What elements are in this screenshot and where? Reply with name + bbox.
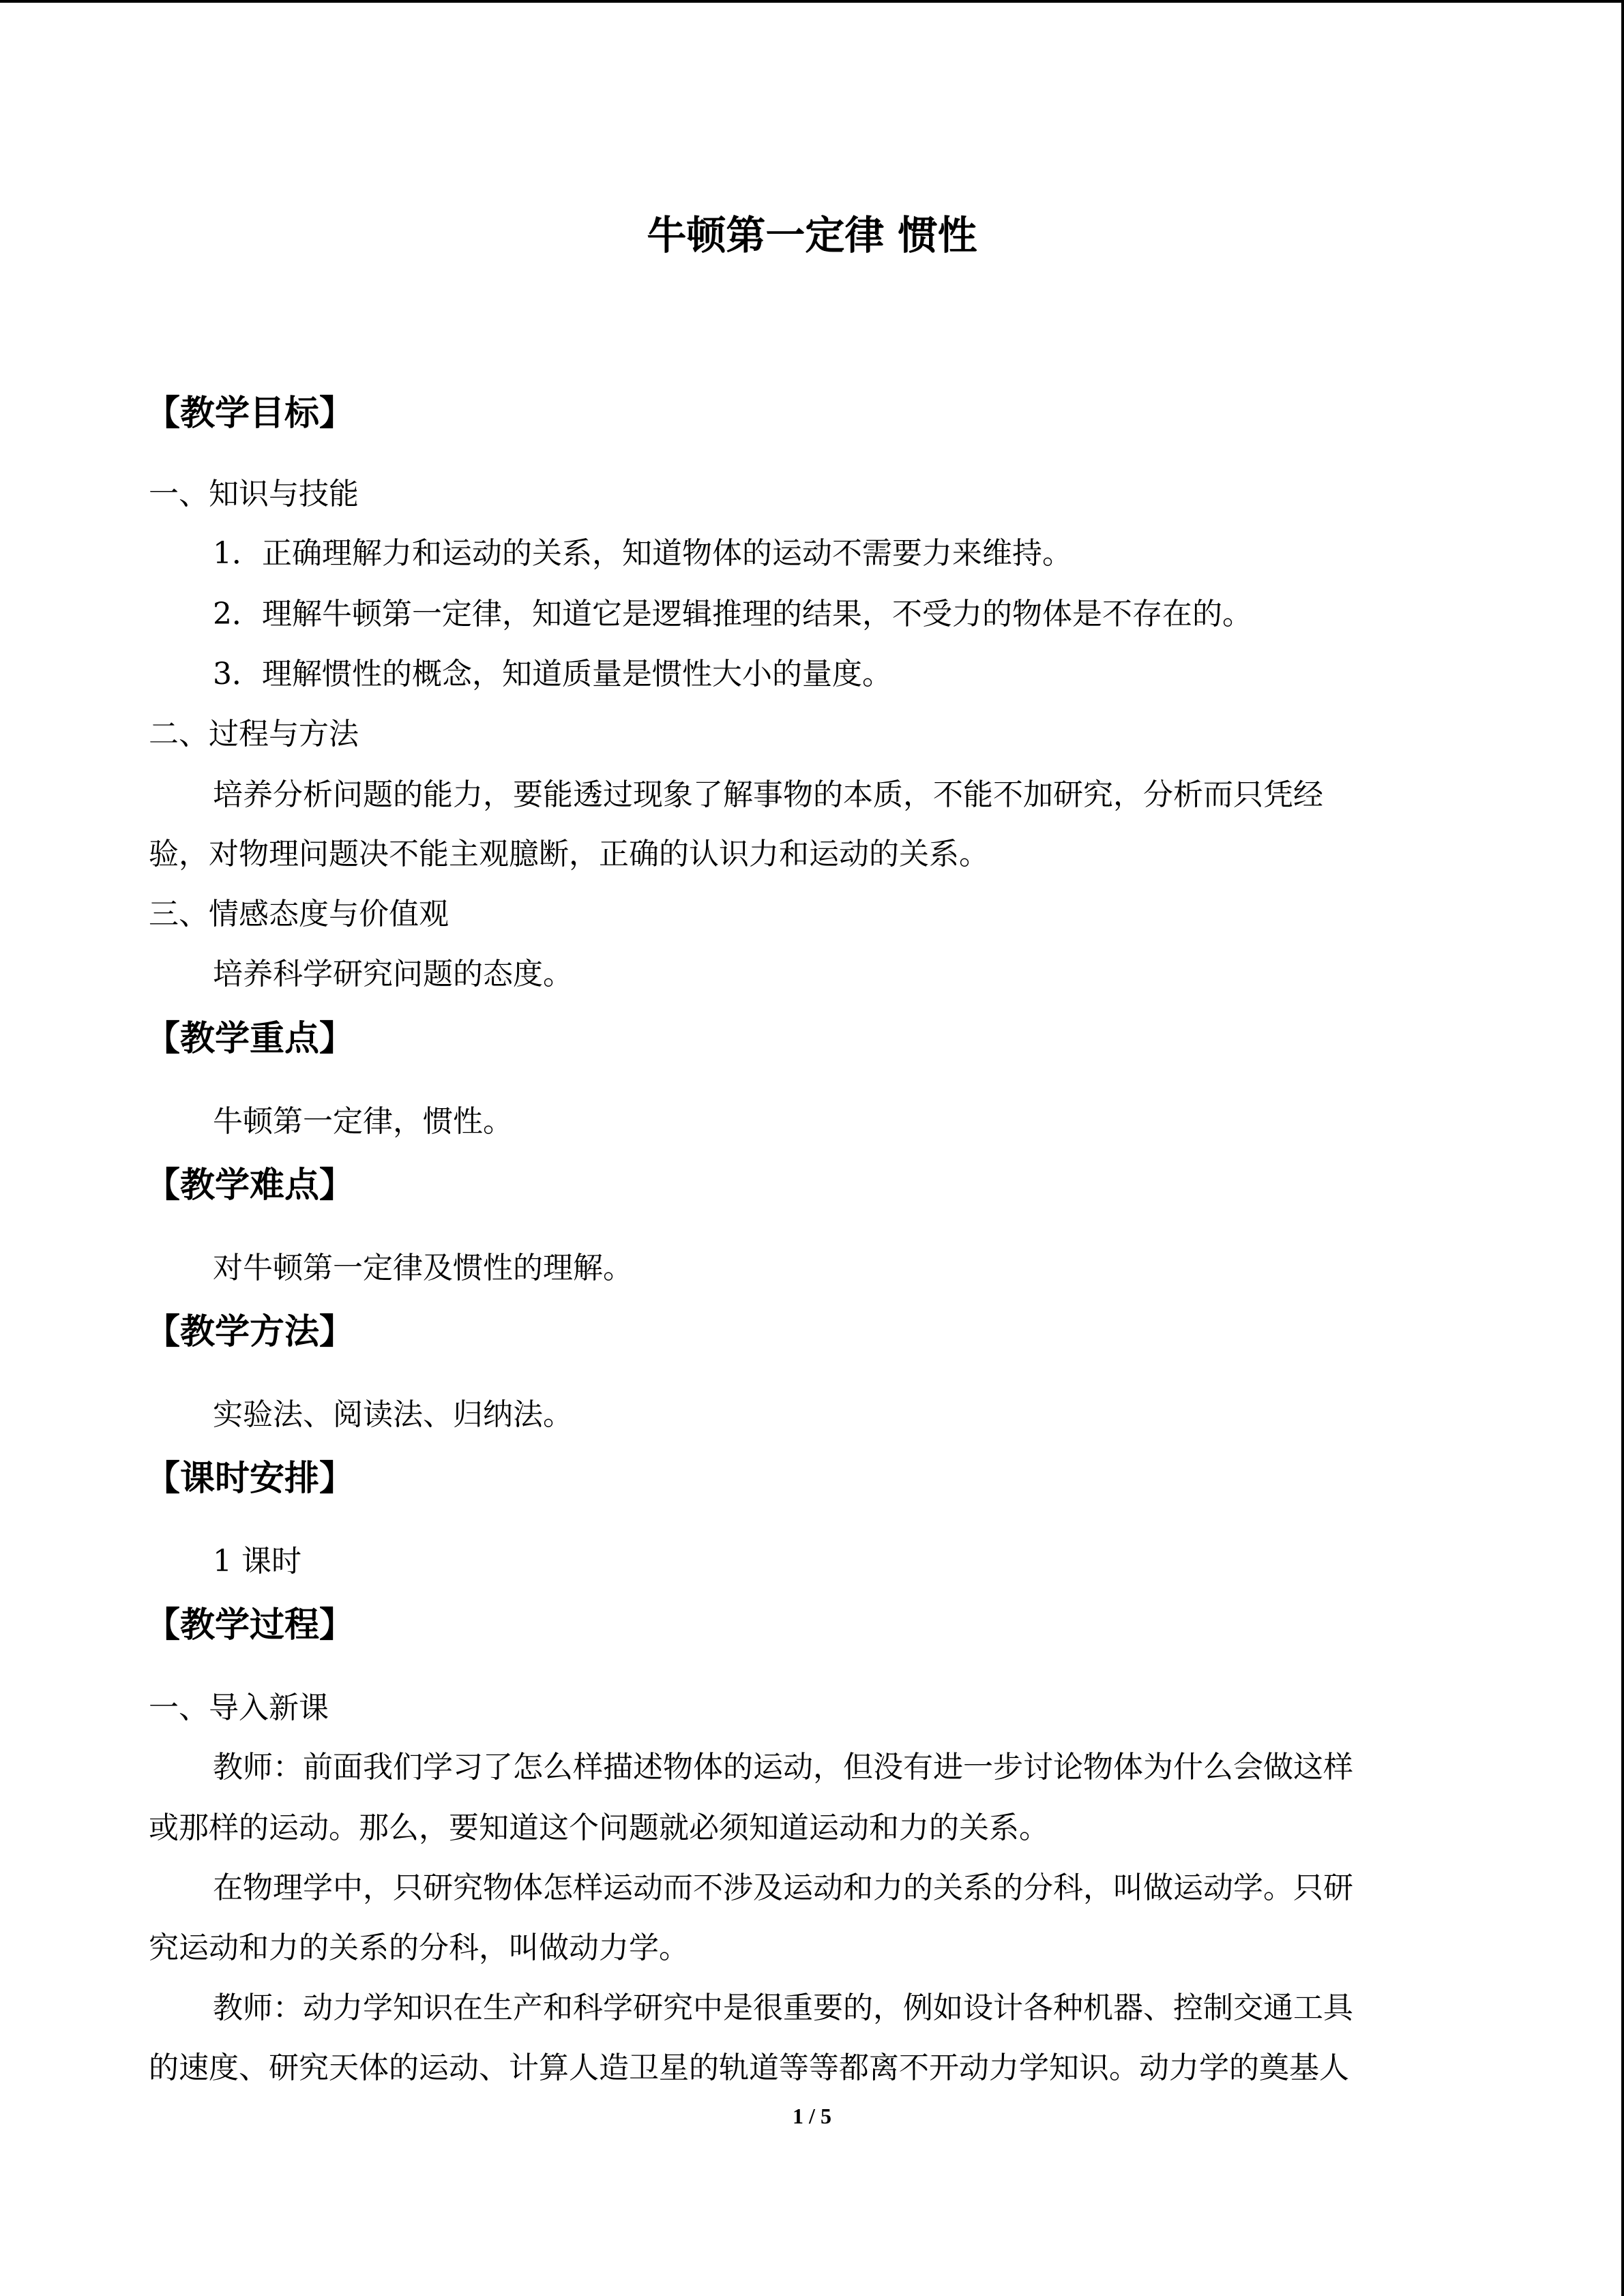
process-method-line-2: 验，对物理问题决不能主观臆断，正确的认识力和运动的关系。: [149, 837, 989, 871]
difficulties-text: 对牛顿第一定律及惯性的理解。: [213, 1251, 633, 1285]
knowledge-item-2: 2．理解牛顿第一定律，知道它是逻辑推理的结果，不受力的物体是不存在的。: [213, 597, 1252, 631]
paragraph-3-line-2: 的速度、研究天体的运动、计算人造卫星的轨道等等都离不开动力学知识。动力学的奠基人: [149, 2051, 1349, 2085]
heading-methods: 【教学方法】: [145, 1312, 355, 1352]
paragraph-2-line-2: 究运动和力的关系的分科，叫做动力学。: [149, 1930, 689, 1965]
key-points-text: 牛顿第一定律，惯性。: [213, 1104, 513, 1139]
heading-schedule: 【课时安排】: [145, 1459, 355, 1499]
page-right-border: [1621, 0, 1624, 2296]
heading-objectives: 【教学目标】: [145, 393, 355, 434]
knowledge-title: 一、知识与技能: [149, 477, 359, 511]
heading-key-points: 【教学重点】: [145, 1019, 355, 1059]
document-title: 牛顿第一定律 惯性: [647, 212, 977, 258]
methods-text: 实验法、阅读法、归纳法。: [213, 1397, 573, 1432]
paragraph-2-line-1: 在物理学中，只研究物体怎样运动而不涉及运动和力的关系的分科，叫做运动学。只研: [213, 1870, 1353, 1905]
page-top-border: [0, 0, 1624, 3]
knowledge-item-1: 1．正确理解力和运动的关系，知道物体的运动不需要力来维持。: [213, 536, 1072, 571]
values-text: 培养科学研究问题的态度。: [213, 957, 573, 992]
intro-title: 一、导入新课: [149, 1690, 329, 1725]
schedule-text: 1 课时: [213, 1544, 301, 1579]
paragraph-1-line-2: 或那样的运动。那么，要知道这个问题就必须知道运动和力的关系。: [149, 1810, 1049, 1845]
page-number: 1 / 5: [793, 2104, 831, 2128]
process-method-line-1: 培养分析问题的能力，要能透过现象了解事物的本质，不能不加研究，分析而只凭经: [213, 777, 1323, 812]
heading-difficulties: 【教学难点】: [145, 1165, 355, 1206]
heading-process: 【教学过程】: [145, 1605, 355, 1645]
paragraph-1-line-1: 教师：前面我们学习了怎么样描述物体的运动，但没有进一步讨论物体为什么会做这样: [213, 1750, 1353, 1785]
paragraph-3-line-1: 教师：动力学知识在生产和科学研究中是很重要的，例如设计各种机器、控制交通工具: [213, 1991, 1353, 2025]
knowledge-item-3: 3．理解惯性的概念，知道质量是惯性大小的量度。: [213, 657, 892, 691]
process-method-title: 二、过程与方法: [149, 717, 359, 751]
values-title: 三、情感态度与价值观: [149, 897, 449, 931]
